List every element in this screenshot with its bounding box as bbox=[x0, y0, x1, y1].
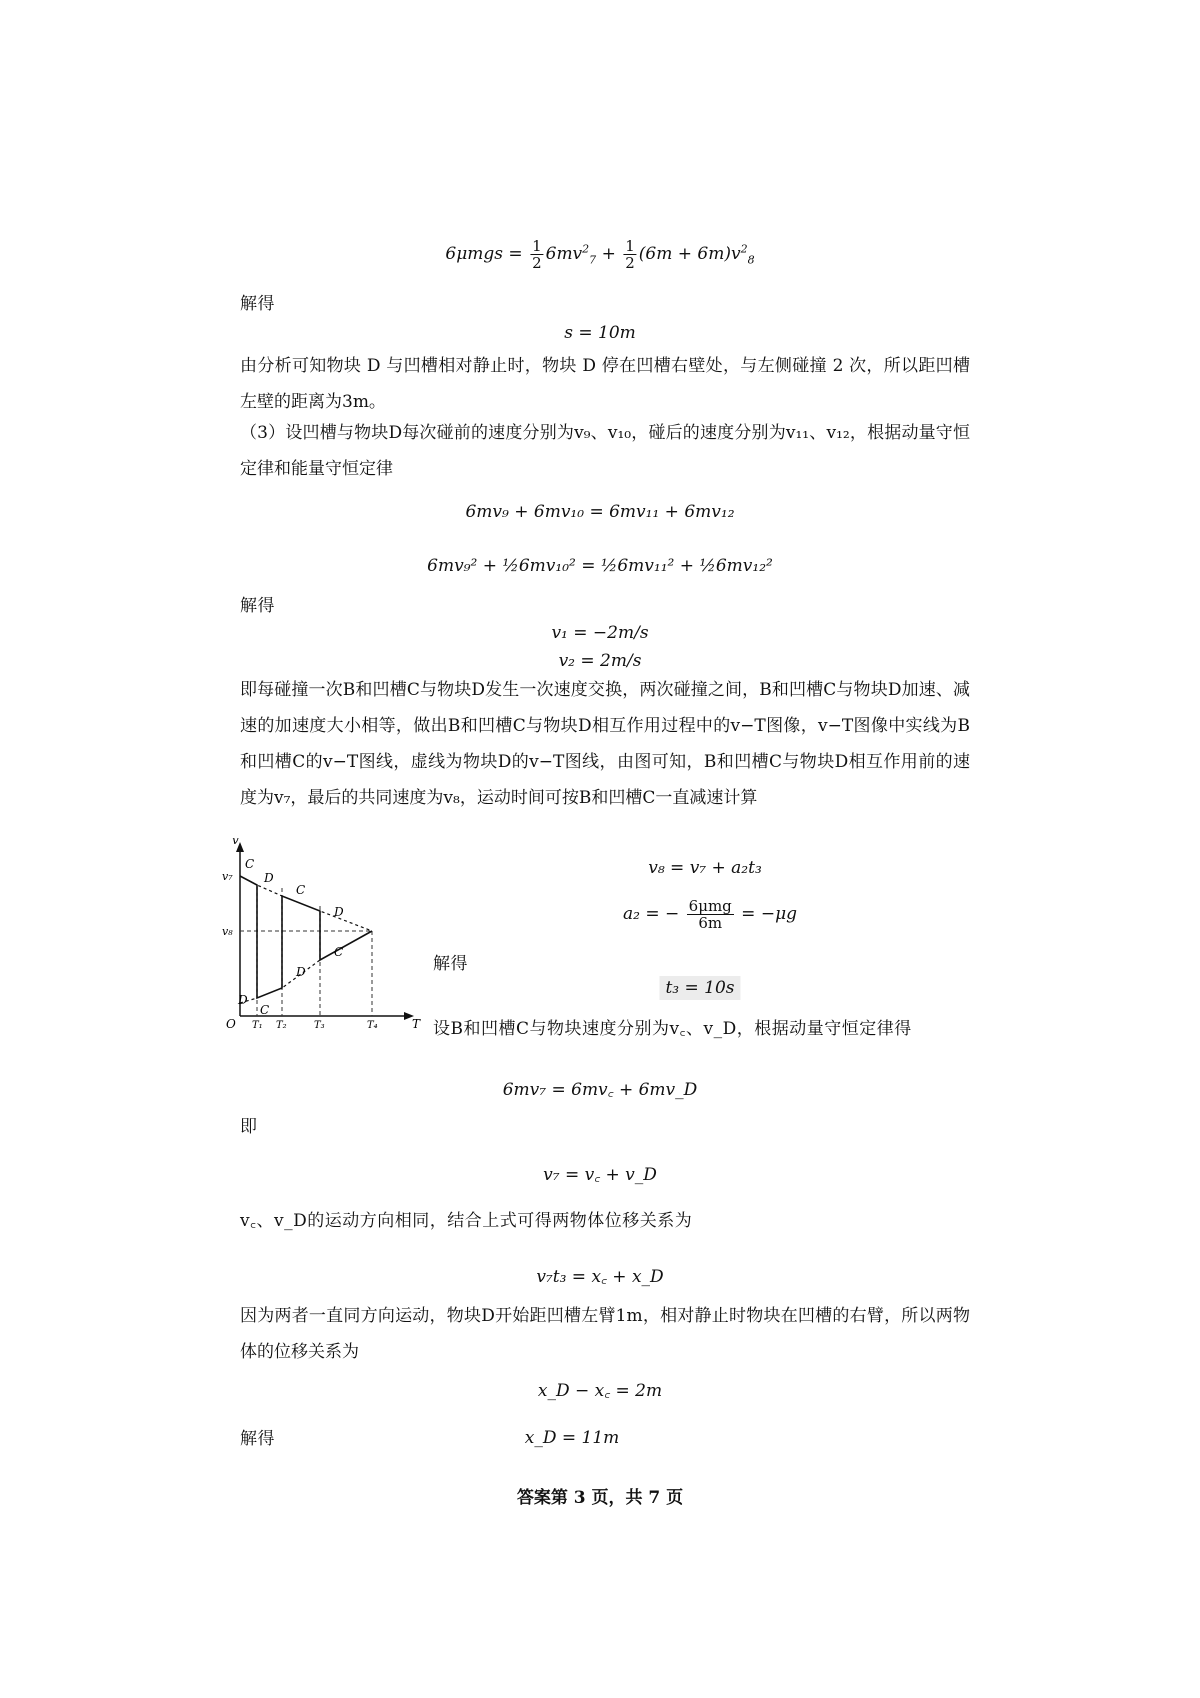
paragraph-4: 设B和凹槽C与物块速度分别为v꜀、v_D，根据动量守恒定律得 bbox=[433, 1019, 912, 1039]
eq1-lhs: 6μmgs = bbox=[445, 244, 523, 264]
curve-label-D1: D bbox=[264, 871, 274, 885]
eq1-term-b: (6m + 6m)v bbox=[638, 244, 741, 264]
equation-displacement: v₇t₃ = x꜀ + x_D bbox=[536, 1267, 664, 1287]
paragraph-5: v꜀、v_D的运动方向相同，结合上式可得两物体位移关系为 bbox=[240, 1211, 693, 1231]
equation-s: s = 10m bbox=[564, 323, 636, 343]
equation-xD: x_D = 11m bbox=[524, 1428, 620, 1448]
line-D bbox=[240, 885, 372, 1003]
equation-v1: v₁ = −2m/s bbox=[551, 623, 649, 643]
label-axis-v: v bbox=[232, 838, 239, 847]
label-origin: O bbox=[226, 1017, 236, 1028]
equation-momentum-2: 6mv₇ = 6mv꜀ + 6mv_D bbox=[502, 1080, 698, 1100]
curve-label-C3: C bbox=[334, 945, 344, 959]
curve-label-D4: D bbox=[238, 993, 248, 1007]
equation-energy-friction: 6μmgs = $\frac{1}{2}$ $6mv^2_7$ + $\frac{1}{2}$ $(6m + 6m)v^2_8$ bbox=[445, 237, 755, 272]
equation-v7: v₇ = v꜀ + v_D bbox=[543, 1165, 657, 1185]
label-axis-T: T bbox=[412, 1017, 421, 1028]
equation-t3 bbox=[659, 978, 740, 998]
paragraph-3: 即每碰撞一次B和凹槽C与物块D发生一次速度交换，两次碰撞之间，B和凹槽C与物块D加速、减速的加速度大小相等，做出B和凹槽C与物块D相互作用过程中的v−T图像，v−T图像中实线为B和凹槽C的v−T图线，虚线为物块D的v−T图线，由图可知，B和凹槽C与物块D相互作用前的速度为v₇，最后的共同速度为v₈，运动时间可按B和凹槽C一直减速计算 bbox=[240, 680, 970, 808]
label-solve-1: 解得 bbox=[240, 294, 275, 314]
tick-v7: v₇ bbox=[222, 870, 233, 883]
equation-momentum: 6mv₉ + 6mv₁₀ = 6mv₁₁ + 6mv₁₂ bbox=[465, 502, 735, 522]
curve-label-C1: C bbox=[245, 857, 255, 871]
tick-T2: T₂ bbox=[276, 1020, 287, 1028]
equation-difference: x_D − x꜀ = 2m bbox=[537, 1381, 663, 1401]
tick-T4: T₄ bbox=[367, 1020, 378, 1028]
line-C bbox=[240, 876, 372, 998]
curve-label-C2: C bbox=[296, 883, 306, 897]
curve-label-C4: C bbox=[260, 1003, 270, 1017]
eq-t3-text: t₃ = 10s bbox=[659, 976, 740, 1000]
equation-energy: 6mv₉² + ½6mv₁₀² = ½6mv₁₁² + ½6mv₁₂² bbox=[427, 556, 773, 576]
curve-label-D2: D bbox=[334, 905, 344, 919]
equation-v8: v₈ = v₇ + a₂t₃ bbox=[648, 858, 762, 878]
paragraph-2: （3）设凹槽与物块D每次碰前的速度分别为v₉、v₁₀，碰后的速度分别为v₁₁、v₁₂，根据动量守恒定律和能量守恒定律 bbox=[240, 423, 970, 479]
equation-v2: v₂ = 2m/s bbox=[558, 651, 642, 671]
eq-a2-num: 6μmg bbox=[688, 897, 732, 915]
eq-a2-den: 6m bbox=[698, 914, 723, 932]
tick-v8: v₈ bbox=[222, 925, 233, 938]
eq-a2-lhs: a₂ = − bbox=[622, 904, 680, 924]
label-ji: 即 bbox=[240, 1117, 258, 1137]
label-solve-4: 解得 bbox=[240, 1429, 275, 1449]
eq1-term-a: 6mv bbox=[545, 244, 583, 264]
label-solve-3: 解得 bbox=[433, 954, 468, 974]
paragraph-6: 因为两者一直同方向运动，物块D开始距凹槽左臂1m，相对静止时物块在凹槽的右臂，所以两物体的位移关系为 bbox=[240, 1306, 970, 1362]
eq-a2-rhs: = −μg bbox=[741, 904, 798, 924]
v-t-graph bbox=[212, 838, 422, 1028]
label-solve-2: 解得 bbox=[240, 596, 275, 616]
paragraph-1: 由分析可知物块 D 与凹槽相对静止时，物块 D 停在凹槽右壁处，与左侧碰撞 2 次，所以距凹槽左壁的距离为3m。 bbox=[240, 356, 970, 412]
curve-label-D3: D bbox=[296, 965, 306, 979]
equation-a2 bbox=[623, 898, 797, 931]
page-footer: 答案第 3 页，共 7 页 bbox=[516, 1488, 684, 1508]
tick-T3: T₃ bbox=[314, 1020, 325, 1028]
tick-T1: T₁ bbox=[252, 1020, 263, 1028]
